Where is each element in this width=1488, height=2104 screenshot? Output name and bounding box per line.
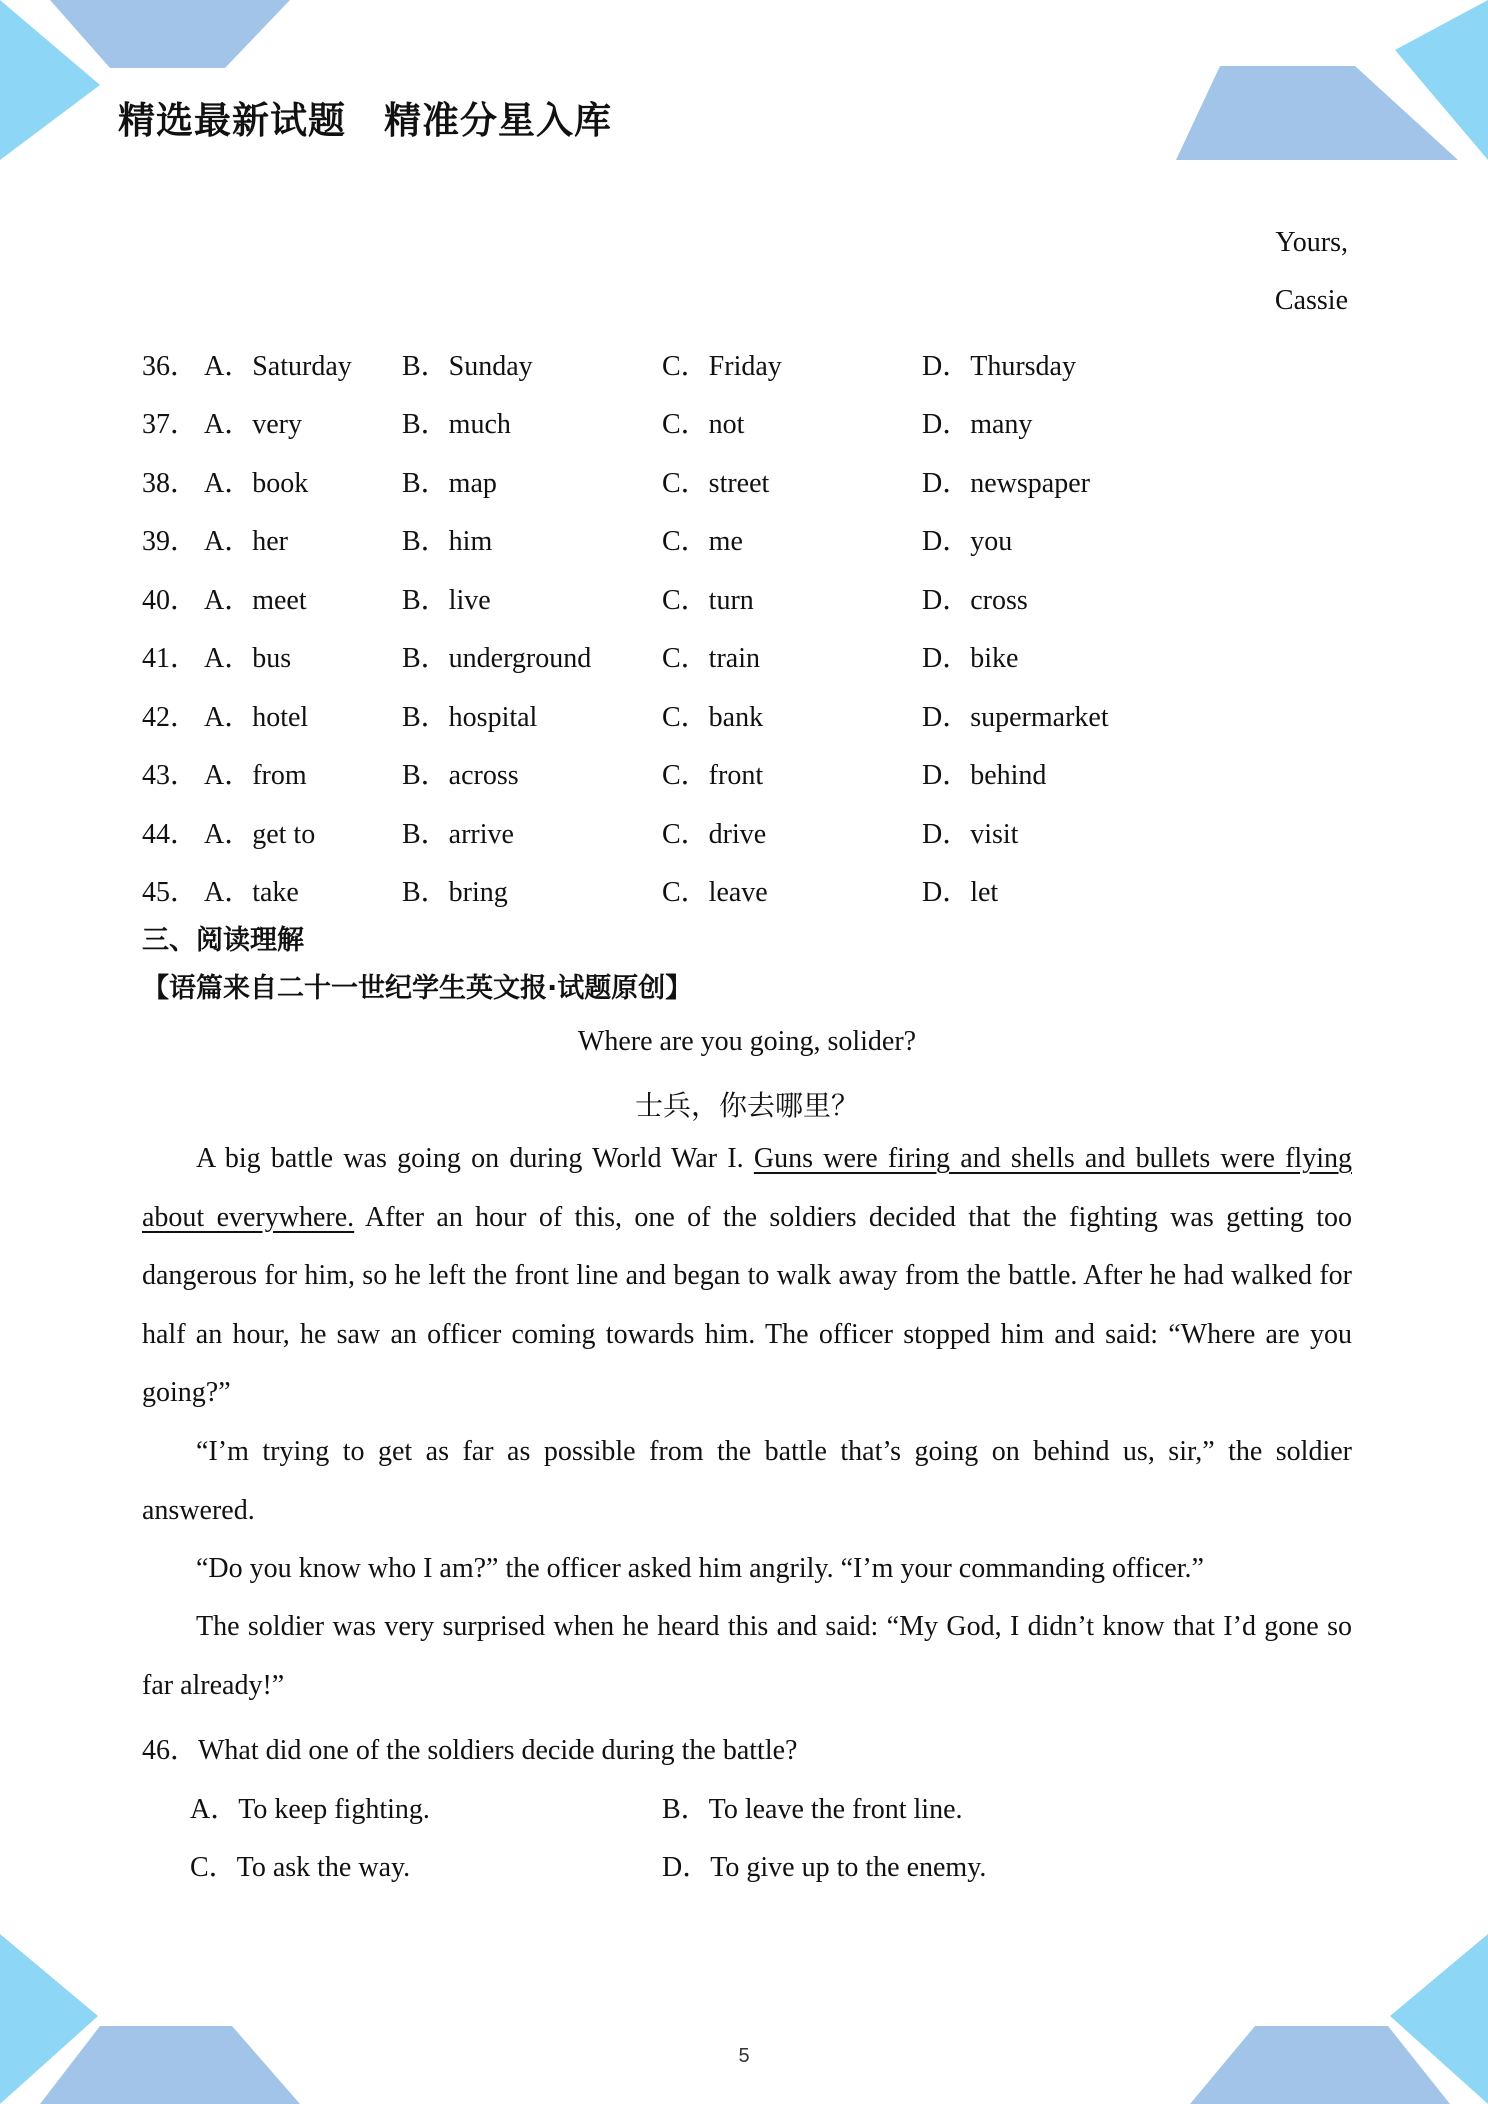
answer-a: A．To keep fighting. — [190, 1794, 430, 1825]
underlined-sentence: Guns were firing and shells and bullets were flying about everywhere. — [142, 1143, 1352, 1233]
passage-paragraph-2: “I’m trying to get as far as possible from the battle that’s going on behind us, sir,” the soldier answered. — [142, 1436, 1352, 1526]
passage-source: 【语篇来自二十一世纪学生英文报·试题原创】 — [142, 973, 693, 1004]
option-a: A．her — [204, 526, 288, 557]
option-b: B．Sunday — [402, 351, 533, 382]
option-b: B．across — [402, 760, 519, 791]
option-a: A．take — [204, 877, 299, 908]
header-decoration — [0, 0, 1488, 170]
question-number: 41． — [142, 643, 199, 674]
option-a: A．hotel — [204, 702, 309, 733]
option-b: B．him — [402, 526, 493, 557]
option-d: D．you — [922, 526, 1013, 557]
question-number: 38． — [142, 468, 199, 499]
option-a: A．get to — [204, 819, 316, 850]
option-c: C．train — [662, 643, 760, 674]
top-right-trapezoid — [1176, 66, 1458, 160]
option-c: C．not — [662, 409, 745, 440]
question-number: 44． — [142, 819, 199, 850]
closing-yours: Yours, — [1275, 227, 1348, 258]
option-c: C．front — [662, 760, 764, 791]
footer-decoration — [0, 1930, 1488, 2104]
passage-paragraph-3: “Do you know who I am?” the officer asked him angrily. “I’m your commanding officer.” — [196, 1553, 1204, 1584]
option-c: C．street — [662, 468, 770, 499]
option-d: D．supermarket — [922, 702, 1109, 733]
option-b: B．bring — [402, 877, 508, 908]
question-46: 46．What did one of the soldiers decide during the battle? — [142, 1735, 798, 1766]
option-d: D．let — [922, 877, 999, 908]
option-b: B．underground — [402, 643, 592, 674]
option-a: A．book — [204, 468, 309, 499]
option-b: B．much — [402, 409, 511, 440]
option-c: C．drive — [662, 819, 767, 850]
option-d: D．Thursday — [922, 351, 1076, 382]
question-number: 42． — [142, 702, 199, 733]
option-a: A．very — [204, 409, 302, 440]
question-number: 45． — [142, 877, 199, 908]
option-a: A．bus — [204, 643, 292, 674]
header-title: 精选最新试题 精准分星入库 — [118, 99, 612, 142]
passage-paragraph-4: The soldier was very surprised when he heard this and said: “My God, I didn’t know that I’d gone so far already!” — [142, 1611, 1352, 1701]
option-b: B．map — [402, 468, 497, 499]
option-d: D．bike — [922, 643, 1019, 674]
option-a: A．from — [204, 760, 307, 791]
answer-b: B．To leave the front line. — [662, 1794, 963, 1825]
option-d: D．newspaper — [922, 468, 1090, 499]
answer-d: D．To give up to the enemy. — [662, 1852, 987, 1883]
question-number: 40． — [142, 585, 199, 616]
option-d: D．cross — [922, 585, 1028, 616]
option-b: B．live — [402, 585, 491, 616]
option-c: C．Friday — [662, 351, 782, 382]
option-a: A．meet — [204, 585, 307, 616]
top-left-trapezoid — [50, 0, 290, 68]
option-d: D．many — [922, 409, 1033, 440]
option-d: D．behind — [922, 760, 1047, 791]
question-number: 39． — [142, 526, 199, 557]
passage-title-en: Where are you going, solider? — [577, 1026, 917, 1057]
option-c: C．leave — [662, 877, 768, 908]
section-heading: 三、阅读理解 — [142, 925, 304, 956]
option-b: B．arrive — [402, 819, 514, 850]
passage-title-cn: 士兵，你去哪里？ — [634, 1091, 859, 1122]
option-c: C．turn — [662, 585, 754, 616]
option-a: A．Saturday — [204, 351, 352, 382]
closing-name: Cassie — [1274, 285, 1348, 316]
paragraph-1-rest: After an hour of this, one of the soldiers decided that the fighting was getting too dangerous for him, so he left the front line and began to walk away from the battle. After he had walked for half an hour, he saw an officer coming towards him. The officer stopped him and said: “Where are you going?” — [142, 1201, 1352, 1408]
passage-paragraph-1 — [142, 1130, 1352, 1423]
question-number: 37． — [142, 409, 199, 440]
page-number: 5 — [738, 2045, 750, 2067]
option-b: B．hospital — [402, 702, 538, 733]
question-number: 43． — [142, 760, 199, 791]
option-d: D．visit — [922, 819, 1019, 850]
option-c: C．bank — [662, 702, 764, 733]
question-number: 36． — [142, 351, 199, 382]
answer-c: C．To ask the way. — [190, 1852, 411, 1883]
paragraph-1-start: A big battle was going on during World War I. — [196, 1143, 754, 1174]
option-c: C．me — [662, 526, 743, 557]
